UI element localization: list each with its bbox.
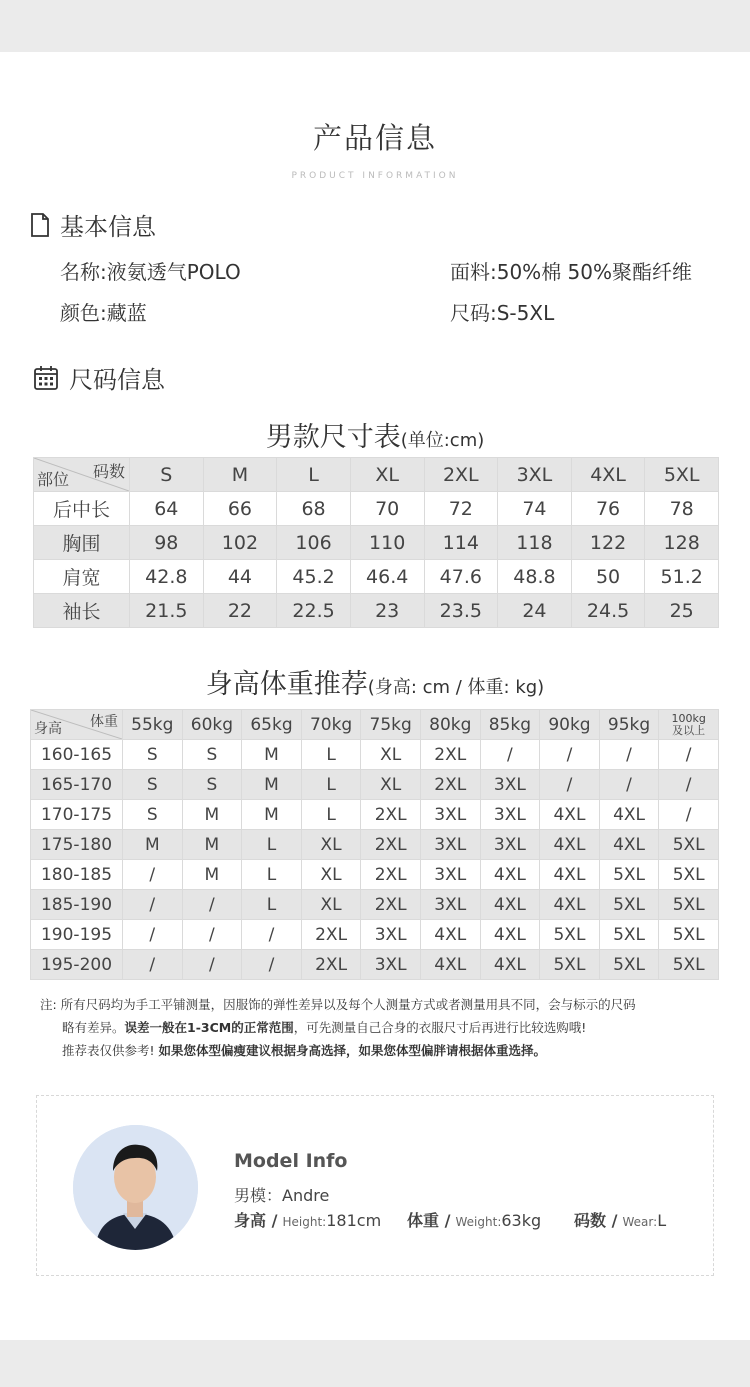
table-cell: 23 <box>350 594 424 628</box>
table-cell: 4XL <box>480 890 540 920</box>
model-height: 身高 / Height:181cm <box>234 1211 382 1230</box>
weight-header-cell: 100kg 及以上 <box>659 710 719 740</box>
table-cell: M <box>182 800 242 830</box>
table-cell: 46.4 <box>350 560 424 594</box>
product-color: 颜色:藏蓝 <box>60 301 147 325</box>
table-cell: 51.2 <box>645 560 719 594</box>
table-cell: 68 <box>277 492 351 526</box>
table-cell: S <box>123 800 183 830</box>
weight-header-cell: 70kg <box>301 710 361 740</box>
table-cell: L <box>301 770 361 800</box>
model-wear: 码数 / Wear:L <box>574 1211 667 1230</box>
size-header-cell: M <box>203 458 277 492</box>
table-cell: 5XL <box>659 860 719 890</box>
weight-header-cell: 65kg <box>242 710 302 740</box>
table-cell: 5XL <box>659 920 719 950</box>
row-label-cell: 后中长 <box>34 492 130 526</box>
table-cell: 5XL <box>659 830 719 860</box>
table-cell: 3XL <box>420 830 480 860</box>
table-cell: 4XL <box>540 890 600 920</box>
table-cell: 2XL <box>420 770 480 800</box>
table-cell: 5XL <box>659 890 719 920</box>
table-cell: 4XL <box>480 950 540 980</box>
table-row <box>31 860 719 890</box>
weight-header-cell: 85kg <box>480 710 540 740</box>
table-cell: 118 <box>498 526 572 560</box>
table-row <box>31 740 719 770</box>
table-row <box>34 492 719 526</box>
row-label-cell: 胸围 <box>34 526 130 560</box>
table-cell: 47.6 <box>424 560 498 594</box>
table-row <box>31 800 719 830</box>
size-header-cell: 5XL <box>645 458 719 492</box>
calendar-icon <box>33 365 59 391</box>
table-cell: 78 <box>645 492 719 526</box>
table-cell: M <box>182 860 242 890</box>
table-cell: 22 <box>203 594 277 628</box>
table-cell: XL <box>301 830 361 860</box>
table-corner-cell <box>34 458 130 492</box>
rec-table <box>30 709 719 980</box>
table-cell: 4XL <box>540 800 600 830</box>
top-band <box>0 0 750 52</box>
size-table-title-main: 男款尺寸表 <box>265 422 401 453</box>
table-cell: 4XL <box>540 860 600 890</box>
note-line-2: 略有差异。误差一般在1-3CM的正常范围，可先测量自己合身的衣服尺寸后再进行比较选购哦! <box>62 1020 587 1035</box>
row-label-cell: 190-195 <box>31 920 123 950</box>
table-cell: 5XL <box>599 860 659 890</box>
table-cell: 23.5 <box>424 594 498 628</box>
table-cell: L <box>301 800 361 830</box>
table-cell: 4XL <box>480 860 540 890</box>
table-cell: 25 <box>645 594 719 628</box>
bottom-band <box>0 1340 750 1387</box>
weight-header-cell: 75kg <box>361 710 421 740</box>
table-cell: / <box>242 950 302 980</box>
row-label-cell: 195-200 <box>31 950 123 980</box>
table-cell: M <box>123 830 183 860</box>
table-cell: S <box>123 770 183 800</box>
table-cell: 3XL <box>361 950 421 980</box>
table-cell: S <box>182 770 242 800</box>
table-cell: 2XL <box>361 830 421 860</box>
size-header-cell: XL <box>350 458 424 492</box>
size-header-cell: 2XL <box>424 458 498 492</box>
weight-header-cell: 55kg <box>123 710 183 740</box>
note-line-3: 推荐表仅供参考! 如果您体型偏瘦建议根据身高选择，如果您体型偏胖请根据体重选择。 <box>62 1043 547 1058</box>
basic-info-heading <box>30 207 156 242</box>
table-cell: / <box>123 860 183 890</box>
page-subtitle: PRODUCT INFORMATION <box>291 171 459 181</box>
table-cell: / <box>182 920 242 950</box>
table-cell: L <box>242 830 302 860</box>
size-table <box>33 457 719 628</box>
weight-header-cell: 95kg <box>599 710 659 740</box>
size-notes <box>40 993 730 1062</box>
table-cell: 3XL <box>420 860 480 890</box>
table-row <box>31 890 719 920</box>
table-cell: XL <box>361 770 421 800</box>
model-name: 男模：Andre <box>234 1186 330 1205</box>
size-info-label: 尺码信息 <box>69 366 165 394</box>
table-cell: 2XL <box>361 860 421 890</box>
table-cell: 72 <box>424 492 498 526</box>
table-cell: / <box>659 800 719 830</box>
table-cell: 4XL <box>599 800 659 830</box>
table-row <box>34 594 719 628</box>
table-cell: / <box>540 740 600 770</box>
table-cell: 5XL <box>540 950 600 980</box>
table-cell: / <box>123 950 183 980</box>
model-info-title: Model Info <box>234 1150 348 1172</box>
table-cell: L <box>242 890 302 920</box>
table-cell: / <box>242 920 302 950</box>
model-avatar <box>73 1125 198 1250</box>
table-row <box>31 920 719 950</box>
table-cell: 45.2 <box>277 560 351 594</box>
table-cell: / <box>123 920 183 950</box>
rec-table-unit: (身高: cm / 体重: kg) <box>367 677 545 698</box>
product-size-range: 尺码:S-5XL <box>450 301 555 325</box>
table-cell: 102 <box>203 526 277 560</box>
table-cell: 3XL <box>420 890 480 920</box>
table-cell: / <box>659 740 719 770</box>
table-cell: / <box>123 890 183 920</box>
size-header-cell: S <box>130 458 204 492</box>
table-cell: / <box>182 950 242 980</box>
table-cell: XL <box>361 740 421 770</box>
table-row <box>34 526 719 560</box>
row-label-cell: 175-180 <box>31 830 123 860</box>
table-cell: 66 <box>203 492 277 526</box>
table-cell: 3XL <box>361 920 421 950</box>
row-label-cell: 袖长 <box>34 594 130 628</box>
table-cell: 5XL <box>599 890 659 920</box>
table-row <box>31 950 719 980</box>
table-cell: 3XL <box>480 830 540 860</box>
table-cell: 5XL <box>659 950 719 980</box>
row-label-cell: 170-175 <box>31 800 123 830</box>
table-row <box>31 770 719 800</box>
table-row <box>34 560 719 594</box>
table-cell: M <box>242 740 302 770</box>
table-cell: / <box>599 740 659 770</box>
table-cell: 70 <box>350 492 424 526</box>
table-cell: 74 <box>498 492 572 526</box>
note-line-1: 注: 所有尺码均为手工平铺测量，因服饰的弹性差异以及每个人测量方式或者测量用具不同，会与标示的尺码 <box>40 997 636 1012</box>
table-cell: 3XL <box>480 800 540 830</box>
table-cell: 114 <box>424 526 498 560</box>
size-header-cell: L <box>277 458 351 492</box>
table-cell: 110 <box>350 526 424 560</box>
table-cell: 4XL <box>420 950 480 980</box>
table-cell: / <box>182 890 242 920</box>
table-cell: 44 <box>203 560 277 594</box>
rec-table-title-main: 身高体重推荐 <box>205 669 368 700</box>
table-row <box>31 830 719 860</box>
product-fabric: 面料:50%棉 50%聚酯纤维 <box>450 260 693 284</box>
table-cell: 5XL <box>599 920 659 950</box>
table-cell: 2XL <box>301 950 361 980</box>
row-label-cell: 160-165 <box>31 740 123 770</box>
table-header-row <box>31 710 719 740</box>
corner-top-label: 码数 <box>92 462 125 481</box>
table-cell: 128 <box>645 526 719 560</box>
table-cell: S <box>123 740 183 770</box>
table-cell: 24 <box>498 594 572 628</box>
corner-top-label: 体重 <box>90 714 118 730</box>
corner-bottom-label: 身高 <box>34 721 62 737</box>
size-header-cell: 4XL <box>571 458 645 492</box>
table-cell: 98 <box>130 526 204 560</box>
weight-header-cell: 90kg <box>540 710 600 740</box>
table-header-row <box>34 458 719 492</box>
table-cell: 4XL <box>540 830 600 860</box>
product-name: 名称:液氨透气POLO <box>60 260 241 284</box>
table-cell: 3XL <box>480 770 540 800</box>
table-cell: 5XL <box>599 950 659 980</box>
weight-header-cell: 60kg <box>182 710 242 740</box>
table-cell: / <box>480 740 540 770</box>
row-label-cell: 165-170 <box>31 770 123 800</box>
table-cell: M <box>242 800 302 830</box>
table-cell: M <box>242 770 302 800</box>
table-cell: 2XL <box>361 890 421 920</box>
size-table-unit: (单位:cm) <box>400 430 485 451</box>
table-cell: XL <box>301 890 361 920</box>
table-cell: 2XL <box>361 800 421 830</box>
table-cell: 4XL <box>420 920 480 950</box>
page-title: 产品信息 <box>312 121 437 155</box>
table-cell: 22.5 <box>277 594 351 628</box>
table-cell: 2XL <box>420 740 480 770</box>
table-cell: 50 <box>571 560 645 594</box>
row-label-cell: 肩宽 <box>34 560 130 594</box>
table-cell: L <box>301 740 361 770</box>
table-cell: XL <box>301 860 361 890</box>
table-cell: 24.5 <box>571 594 645 628</box>
table-cell: 42.8 <box>130 560 204 594</box>
table-cell: 2XL <box>301 920 361 950</box>
table-cell: / <box>659 770 719 800</box>
table-cell: 76 <box>571 492 645 526</box>
table-cell: M <box>182 830 242 860</box>
table-cell: 4XL <box>480 920 540 950</box>
table-cell: / <box>599 770 659 800</box>
table-cell: 5XL <box>540 920 600 950</box>
size-info-heading <box>33 360 165 395</box>
table-cell: 21.5 <box>130 594 204 628</box>
row-label-cell: 185-190 <box>31 890 123 920</box>
table-cell: 106 <box>277 526 351 560</box>
table-cell: 64 <box>130 492 204 526</box>
row-label-cell: 180-185 <box>31 860 123 890</box>
table-cell: S <box>182 740 242 770</box>
size-header-cell: 3XL <box>498 458 572 492</box>
rec-table-title <box>0 662 750 701</box>
corner-bottom-label: 部位 <box>37 470 70 489</box>
table-cell: 4XL <box>599 830 659 860</box>
table-corner-cell <box>31 710 123 740</box>
weight-header-cell: 80kg <box>420 710 480 740</box>
table-cell: 3XL <box>420 800 480 830</box>
table-cell: 122 <box>571 526 645 560</box>
table-cell: 48.8 <box>498 560 572 594</box>
size-table-title <box>0 415 750 454</box>
basic-info-label: 基本信息 <box>60 213 156 241</box>
table-cell: / <box>540 770 600 800</box>
document-icon <box>30 213 50 237</box>
table-cell: L <box>242 860 302 890</box>
model-weight: 体重 / Weight:63kg <box>407 1211 542 1230</box>
